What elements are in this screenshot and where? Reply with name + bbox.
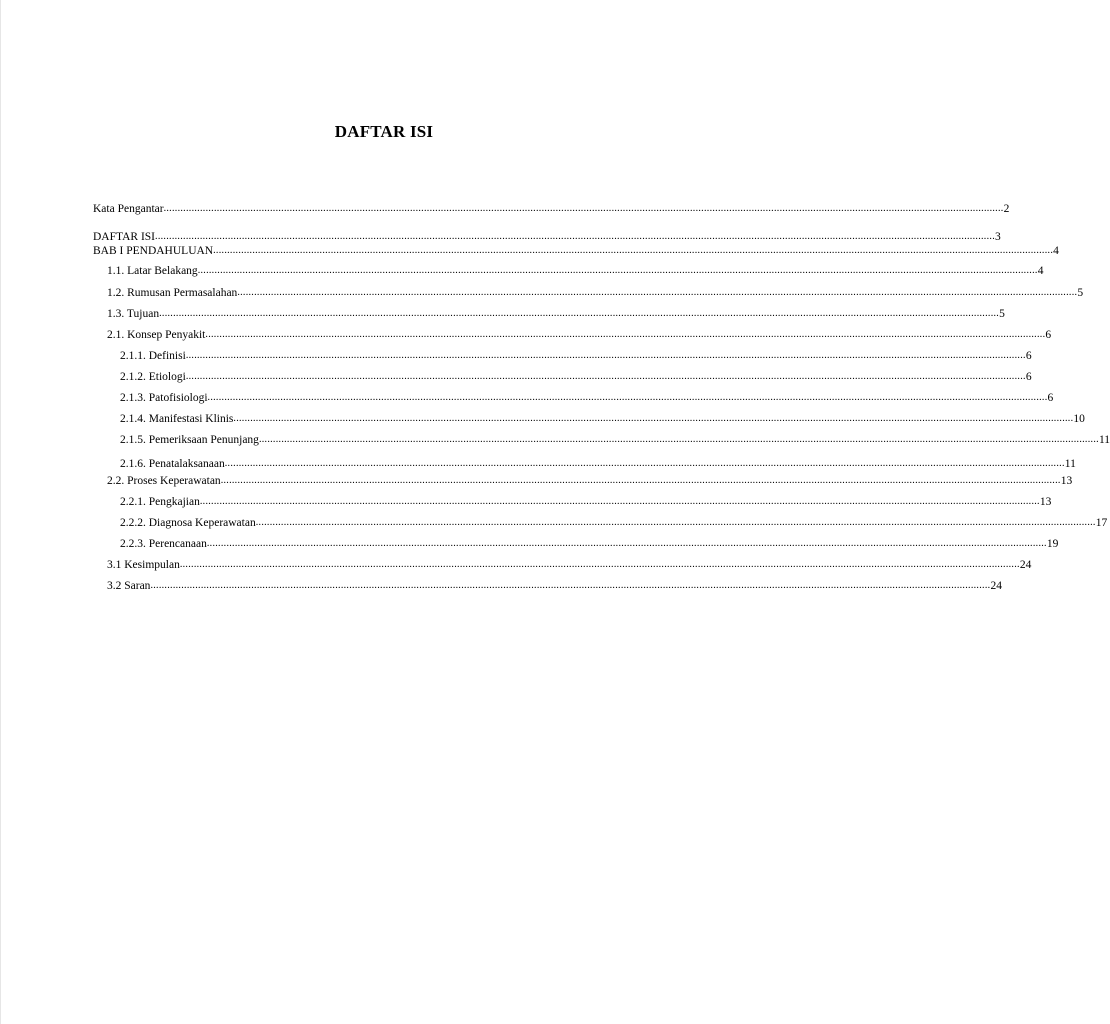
toc-entry-3-2[interactable]	[107, 577, 1002, 593]
toc-entry-page: 19	[1046, 538, 1059, 550]
toc-entry-label: 1.3. Tujuan	[107, 308, 160, 320]
toc-leader-dots: ............................................................................................................................................................................................................................................................................................................	[237, 287, 1078, 298]
toc-leader-dots: ............................................................................................................................................................................................................................................................................................................	[206, 538, 1047, 549]
toc-entry-3-1[interactable]	[107, 556, 1032, 572]
toc-entry-2-1-5[interactable]	[120, 431, 1110, 447]
toc-entry-page: 11	[1098, 434, 1110, 446]
page-edge	[0, 0, 1, 1024]
toc-entry-2-2-1[interactable]	[120, 493, 1052, 509]
toc-leader-dots: ............................................................................................................................................................................................................................................................................................................	[199, 496, 1040, 507]
toc-entry-page: 4	[1037, 265, 1044, 277]
toc-entry-label: 2.1.6. Penatalaksanaan	[120, 458, 225, 470]
toc-entry-page: 6	[1025, 350, 1032, 362]
toc-entry-page: 10	[1073, 413, 1085, 425]
toc-entry-1-2[interactable]	[107, 284, 1084, 300]
toc-entry-label: 1.1. Latar Belakang	[107, 265, 198, 277]
toc-leader-dots: ............................................................................................................................................................................................................................................................................................................	[224, 458, 1065, 469]
toc-entry-page: 5	[1077, 287, 1084, 299]
toc-leader-dots: ............................................................................................................................................................................................................................................................................................................	[258, 434, 1099, 445]
toc-leader-dots: ............................................................................................................................................................................................................................................................................................................	[185, 371, 1026, 382]
toc-entry-2-2-2[interactable]	[120, 514, 1108, 530]
toc-entry-label: 3.2 Saran	[107, 580, 151, 592]
toc-leader-dots: ............................................................................................................................................................................................................................................................................................................	[213, 245, 1054, 256]
toc-entry-label: 3.1 Kesimpulan	[107, 559, 180, 571]
toc-entry-label: 2.2. Proses Keperawatan	[107, 475, 221, 487]
toc-leader-dots: ............................................................................................................................................................................................................................................................................................................	[185, 350, 1026, 361]
toc-entry-2-1-1[interactable]	[120, 347, 1032, 363]
toc-leader-dots: ............................................................................................................................................................................................................................................................................................................	[197, 265, 1038, 276]
toc-entry-label: 2.1.1. Definisi	[120, 350, 186, 362]
toc-leader-dots: ............................................................................................................................................................................................................................................................................................................	[207, 392, 1048, 403]
toc-entry-2-1-4[interactable]	[120, 410, 1085, 426]
toc-entry-page: 5	[999, 308, 1005, 320]
toc-entry-2-2[interactable]	[107, 472, 1073, 488]
toc-entry-label: 2.2.1. Pengkajian	[120, 496, 200, 508]
toc-entry-label: BAB I PENDAHULUAN	[93, 245, 214, 257]
toc-entry-page: 3	[995, 231, 1001, 243]
toc-entry-page: 24	[990, 580, 1002, 592]
toc-leader-dots: ............................................................................................................................................................................................................................................................................................................	[255, 517, 1096, 528]
toc-leader-dots: ............................................................................................................................................................................................................................................................................................................	[233, 413, 1074, 424]
toc-entry-label: 2.1.4. Manifestasi Klinis	[120, 413, 234, 425]
toc-entry-2-1-2[interactable]	[120, 368, 1032, 384]
toc-entry-2-1[interactable]	[107, 326, 1052, 342]
toc-entry-page: 24	[1019, 559, 1032, 571]
toc-leader-dots: ............................................................................................................................................................................................................................................................................................................	[220, 475, 1061, 486]
toc-entry-label: 2.1.5. Pemeriksaan Penunjang	[120, 434, 259, 446]
toc-entry-2-1-3[interactable]	[120, 389, 1054, 405]
toc-leader-dots: ............................................................................................................................................................................................................................................................................................................	[150, 580, 991, 591]
toc-entry-page: 13	[1039, 496, 1052, 508]
toc-entry-page: 17	[1095, 517, 1108, 529]
toc-entry-2-1-6[interactable]	[120, 455, 1076, 471]
toc-entry-page: 2	[1003, 203, 1010, 215]
toc-entry-page: 11	[1064, 458, 1076, 470]
toc-entry-label: 2.1.3. Patofisiologi	[120, 392, 208, 404]
toc-entry-label: 2.1. Konsep Penyakit	[107, 329, 206, 341]
toc-leader-dots: ............................................................................................................................................................................................................................................................................................................	[159, 308, 1000, 319]
toc-leader-dots: ............................................................................................................................................................................................................................................................................................................	[179, 559, 1020, 570]
toc-entry-label: 1.2. Rumusan Permasalahan	[107, 287, 238, 299]
toc-entry-label: 2.2.3. Perencanaan	[120, 538, 207, 550]
toc-leader-dots: ............................................................................................................................................................................................................................................................................................................	[155, 231, 996, 242]
toc-leader-dots: ............................................................................................................................................................................................................................................................................................................	[205, 329, 1046, 340]
toc-leader-dots: ............................................................................................................................................................................................................................................................................................................	[163, 203, 1004, 214]
toc-entry-page: 13	[1060, 475, 1073, 487]
toc-entry-page: 6	[1045, 329, 1052, 341]
toc-entry-kata-pengantar[interactable]	[93, 200, 1010, 216]
toc-entry-page: 6	[1025, 371, 1032, 383]
toc-entry-bab-i[interactable]	[93, 242, 1059, 258]
toc-entry-1-3[interactable]	[107, 305, 1005, 321]
toc-entry-label: DAFTAR ISI	[93, 231, 156, 243]
toc-entry-2-2-3[interactable]	[120, 535, 1059, 551]
page-title: DAFTAR ISI	[334, 122, 434, 141]
toc-entry-label: 2.1.2. Etiologi	[120, 371, 186, 383]
toc-entry-label: 2.2.2. Diagnosa Keperawatan	[120, 517, 256, 529]
toc-entry-1-1[interactable]	[107, 262, 1044, 278]
toc-entry-page: 4	[1053, 245, 1059, 257]
toc-entry-label: Kata Pengantar	[93, 203, 164, 215]
toc-entry-page: 6	[1047, 392, 1054, 404]
